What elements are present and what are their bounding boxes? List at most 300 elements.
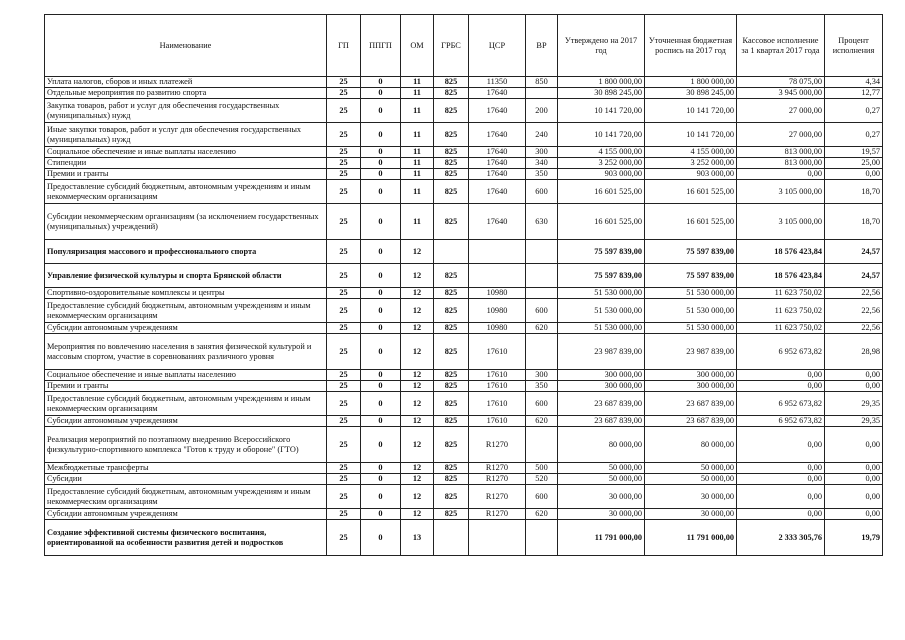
cell-refined: 51 530 000,00 bbox=[645, 323, 737, 334]
cell-csr: 10980 bbox=[469, 323, 526, 334]
header-grbs: ГРБС bbox=[434, 15, 469, 77]
table-row bbox=[45, 147, 883, 158]
header-percent: Процент исполнения bbox=[825, 15, 883, 77]
table-header-row bbox=[45, 15, 883, 77]
cell-grbs bbox=[434, 520, 469, 556]
cell-approved: 16 601 525,00 bbox=[558, 204, 645, 240]
cell-om: 11 bbox=[401, 169, 434, 180]
cell-cash: 0,00 bbox=[737, 370, 825, 381]
cell-approved: 30 000,00 bbox=[558, 509, 645, 520]
cell-approved: 80 000,00 bbox=[558, 427, 645, 463]
cell-approved: 11 791 000,00 bbox=[558, 520, 645, 556]
cell-approved: 23 687 839,00 bbox=[558, 416, 645, 427]
cell-grbs bbox=[434, 240, 469, 264]
cell-vr: 300 bbox=[526, 147, 558, 158]
cell-gp: 25 bbox=[327, 392, 361, 416]
cell-refined: 10 141 720,00 bbox=[645, 123, 737, 147]
cell-gp: 25 bbox=[327, 147, 361, 158]
cell-refined: 3 252 000,00 bbox=[645, 158, 737, 169]
cell-gp: 25 bbox=[327, 204, 361, 240]
cell-om: 11 bbox=[401, 180, 434, 204]
cell-ppgp: 0 bbox=[361, 299, 401, 323]
cell-om: 12 bbox=[401, 509, 434, 520]
header-om: ОМ bbox=[401, 15, 434, 77]
cell-cash: 11 623 750,02 bbox=[737, 323, 825, 334]
cell-ppgp: 0 bbox=[361, 520, 401, 556]
cell-csr: R1270 bbox=[469, 463, 526, 474]
cell-csr: 17610 bbox=[469, 416, 526, 427]
cell-cash: 27 000,00 bbox=[737, 99, 825, 123]
cell-om: 12 bbox=[401, 299, 434, 323]
cell-csr: 17610 bbox=[469, 392, 526, 416]
cell-ppgp: 0 bbox=[361, 392, 401, 416]
cell-om: 11 bbox=[401, 204, 434, 240]
cell-percent: 22,56 bbox=[825, 323, 883, 334]
cell-csr: 17640 bbox=[469, 180, 526, 204]
cell-cash: 0,00 bbox=[737, 427, 825, 463]
cell-percent: 28,98 bbox=[825, 334, 883, 370]
cell-ppgp: 0 bbox=[361, 370, 401, 381]
cell-om: 11 bbox=[401, 77, 434, 88]
cell-approved: 10 141 720,00 bbox=[558, 99, 645, 123]
cell-vr bbox=[526, 288, 558, 299]
cell-csr bbox=[469, 240, 526, 264]
cell-gp: 25 bbox=[327, 180, 361, 204]
cell-grbs: 825 bbox=[434, 509, 469, 520]
budget-report-sheet bbox=[44, 14, 883, 556]
cell-percent: 0,00 bbox=[825, 485, 883, 509]
cell-vr: 600 bbox=[526, 299, 558, 323]
cell-percent: 24,57 bbox=[825, 264, 883, 288]
cell-gp: 25 bbox=[327, 288, 361, 299]
cell-grbs: 825 bbox=[434, 123, 469, 147]
cell-approved: 16 601 525,00 bbox=[558, 180, 645, 204]
table-row bbox=[45, 392, 883, 416]
cell-om: 12 bbox=[401, 370, 434, 381]
cell-gp: 25 bbox=[327, 520, 361, 556]
cell-csr: 17640 bbox=[469, 123, 526, 147]
cell-cash: 11 623 750,02 bbox=[737, 288, 825, 299]
cell-name: Премии и гранты bbox=[45, 169, 327, 180]
cell-cash: 0,00 bbox=[737, 169, 825, 180]
cell-name: Социальное обеспечение и иные выплаты населению bbox=[45, 147, 327, 158]
cell-csr: 17640 bbox=[469, 99, 526, 123]
cell-ppgp: 0 bbox=[361, 474, 401, 485]
table-row bbox=[45, 427, 883, 463]
header-cash: Кассовое исполнение за 1 квартал 2017 года bbox=[737, 15, 825, 77]
table-row bbox=[45, 299, 883, 323]
cell-grbs: 825 bbox=[434, 299, 469, 323]
cell-grbs: 825 bbox=[434, 474, 469, 485]
cell-gp: 25 bbox=[327, 123, 361, 147]
header-refined: Уточненная бюджетная роспись на 2017 год bbox=[645, 15, 737, 77]
cell-approved: 300 000,00 bbox=[558, 381, 645, 392]
table-row bbox=[45, 123, 883, 147]
cell-cash: 27 000,00 bbox=[737, 123, 825, 147]
header-vr: ВР bbox=[526, 15, 558, 77]
cell-vr: 620 bbox=[526, 323, 558, 334]
cell-approved: 75 597 839,00 bbox=[558, 264, 645, 288]
cell-approved: 4 155 000,00 bbox=[558, 147, 645, 158]
cell-refined: 75 597 839,00 bbox=[645, 264, 737, 288]
cell-percent: 0,00 bbox=[825, 427, 883, 463]
cell-vr bbox=[526, 240, 558, 264]
cell-grbs: 825 bbox=[434, 88, 469, 99]
cell-vr: 600 bbox=[526, 485, 558, 509]
cell-gp: 25 bbox=[327, 509, 361, 520]
cell-grbs: 825 bbox=[434, 334, 469, 370]
cell-percent: 24,57 bbox=[825, 240, 883, 264]
cell-gp: 25 bbox=[327, 158, 361, 169]
cell-csr: 17640 bbox=[469, 147, 526, 158]
cell-name: Отдельные мероприятия по развитию спорта bbox=[45, 88, 327, 99]
table-row bbox=[45, 204, 883, 240]
cell-approved: 23 687 839,00 bbox=[558, 392, 645, 416]
table-row bbox=[45, 416, 883, 427]
cell-percent: 0,00 bbox=[825, 370, 883, 381]
cell-gp: 25 bbox=[327, 169, 361, 180]
cell-gp: 25 bbox=[327, 474, 361, 485]
cell-om: 11 bbox=[401, 147, 434, 158]
table-row bbox=[45, 370, 883, 381]
cell-approved: 903 000,00 bbox=[558, 169, 645, 180]
cell-percent: 4,34 bbox=[825, 77, 883, 88]
cell-name: Стипендии bbox=[45, 158, 327, 169]
cell-csr: 17610 bbox=[469, 381, 526, 392]
cell-csr: 17610 bbox=[469, 370, 526, 381]
table-row bbox=[45, 264, 883, 288]
cell-cash: 6 952 673,82 bbox=[737, 392, 825, 416]
cell-om: 12 bbox=[401, 416, 434, 427]
cell-vr: 600 bbox=[526, 392, 558, 416]
cell-csr: 10980 bbox=[469, 299, 526, 323]
cell-name: Премии и гранты bbox=[45, 381, 327, 392]
cell-ppgp: 0 bbox=[361, 264, 401, 288]
cell-ppgp: 0 bbox=[361, 88, 401, 99]
cell-cash: 78 075,00 bbox=[737, 77, 825, 88]
cell-refined: 300 000,00 bbox=[645, 381, 737, 392]
table-row bbox=[45, 169, 883, 180]
cell-om: 12 bbox=[401, 381, 434, 392]
cell-grbs: 825 bbox=[434, 392, 469, 416]
table-row bbox=[45, 334, 883, 370]
cell-ppgp: 0 bbox=[361, 485, 401, 509]
table-row bbox=[45, 158, 883, 169]
cell-name: Управление физической культуры и спорта Брянской области bbox=[45, 264, 327, 288]
cell-cash: 18 576 423,84 bbox=[737, 240, 825, 264]
cell-ppgp: 0 bbox=[361, 99, 401, 123]
cell-approved: 3 252 000,00 bbox=[558, 158, 645, 169]
cell-percent: 12,77 bbox=[825, 88, 883, 99]
cell-csr: 11350 bbox=[469, 77, 526, 88]
cell-cash: 2 333 305,76 bbox=[737, 520, 825, 556]
cell-name: Предоставление субсидий бюджетным, автономным учреждениям и иным некоммерческим организациям bbox=[45, 485, 327, 509]
cell-refined: 23 687 839,00 bbox=[645, 416, 737, 427]
table-row bbox=[45, 520, 883, 556]
cell-om: 11 bbox=[401, 123, 434, 147]
cell-om: 12 bbox=[401, 323, 434, 334]
cell-percent: 25,00 bbox=[825, 158, 883, 169]
cell-vr bbox=[526, 520, 558, 556]
cell-om: 11 bbox=[401, 88, 434, 99]
cell-vr bbox=[526, 427, 558, 463]
cell-vr: 300 bbox=[526, 370, 558, 381]
cell-grbs: 825 bbox=[434, 147, 469, 158]
cell-grbs: 825 bbox=[434, 77, 469, 88]
cell-om: 12 bbox=[401, 240, 434, 264]
cell-om: 11 bbox=[401, 99, 434, 123]
cell-csr: R1270 bbox=[469, 485, 526, 509]
cell-name: Спортивно-оздоровительные комплексы и центры bbox=[45, 288, 327, 299]
cell-approved: 51 530 000,00 bbox=[558, 299, 645, 323]
cell-refined: 50 000,00 bbox=[645, 474, 737, 485]
cell-csr bbox=[469, 264, 526, 288]
cell-gp: 25 bbox=[327, 99, 361, 123]
cell-approved: 75 597 839,00 bbox=[558, 240, 645, 264]
header-name: Наименование bbox=[45, 15, 327, 77]
header-approved: Утверждено на 2017 год bbox=[558, 15, 645, 77]
cell-grbs: 825 bbox=[434, 158, 469, 169]
cell-name: Предоставление субсидий бюджетным, автономным учреждениям и иным некоммерческим организациям bbox=[45, 392, 327, 416]
table-row bbox=[45, 88, 883, 99]
cell-name: Субсидии автономным учреждениям bbox=[45, 323, 327, 334]
table-row bbox=[45, 180, 883, 204]
cell-refined: 30 000,00 bbox=[645, 485, 737, 509]
cell-csr: 17640 bbox=[469, 88, 526, 99]
cell-cash: 0,00 bbox=[737, 463, 825, 474]
cell-refined: 11 791 000,00 bbox=[645, 520, 737, 556]
cell-refined: 51 530 000,00 bbox=[645, 299, 737, 323]
table-row bbox=[45, 99, 883, 123]
cell-ppgp: 0 bbox=[361, 323, 401, 334]
cell-refined: 903 000,00 bbox=[645, 169, 737, 180]
cell-refined: 16 601 525,00 bbox=[645, 204, 737, 240]
cell-refined: 10 141 720,00 bbox=[645, 99, 737, 123]
cell-vr: 340 bbox=[526, 158, 558, 169]
cell-refined: 51 530 000,00 bbox=[645, 288, 737, 299]
table-row bbox=[45, 288, 883, 299]
cell-cash: 3 105 000,00 bbox=[737, 204, 825, 240]
cell-ppgp: 0 bbox=[361, 463, 401, 474]
cell-om: 12 bbox=[401, 485, 434, 509]
cell-csr: 17610 bbox=[469, 334, 526, 370]
cell-om: 12 bbox=[401, 392, 434, 416]
cell-ppgp: 0 bbox=[361, 416, 401, 427]
cell-percent: 0,00 bbox=[825, 509, 883, 520]
table-row bbox=[45, 323, 883, 334]
table-row bbox=[45, 240, 883, 264]
cell-approved: 51 530 000,00 bbox=[558, 288, 645, 299]
table-row bbox=[45, 474, 883, 485]
cell-ppgp: 0 bbox=[361, 427, 401, 463]
cell-csr: 17640 bbox=[469, 204, 526, 240]
cell-gp: 25 bbox=[327, 381, 361, 392]
cell-name: Создание эффективной системы физического воспитания, ориентированной на особенности развития детей и подростков bbox=[45, 520, 327, 556]
cell-grbs: 825 bbox=[434, 381, 469, 392]
cell-percent: 0,00 bbox=[825, 169, 883, 180]
cell-om: 12 bbox=[401, 474, 434, 485]
cell-percent: 0,00 bbox=[825, 381, 883, 392]
cell-name: Субсидии некоммерческим организациям (за исключением государственных (муниципальных) учреждений) bbox=[45, 204, 327, 240]
cell-gp: 25 bbox=[327, 485, 361, 509]
cell-vr: 520 bbox=[526, 474, 558, 485]
cell-gp: 25 bbox=[327, 416, 361, 427]
cell-cash: 0,00 bbox=[737, 485, 825, 509]
cell-vr: 350 bbox=[526, 381, 558, 392]
cell-cash: 0,00 bbox=[737, 474, 825, 485]
cell-grbs: 825 bbox=[434, 169, 469, 180]
cell-csr: 17640 bbox=[469, 169, 526, 180]
cell-cash: 0,00 bbox=[737, 381, 825, 392]
cell-vr: 620 bbox=[526, 509, 558, 520]
cell-grbs: 825 bbox=[434, 99, 469, 123]
cell-name: Иные закупки товаров, работ и услуг для обеспечения государственных (муниципальных) нужд bbox=[45, 123, 327, 147]
cell-approved: 300 000,00 bbox=[558, 370, 645, 381]
cell-percent: 18,70 bbox=[825, 204, 883, 240]
cell-csr: R1270 bbox=[469, 427, 526, 463]
cell-cash: 813 000,00 bbox=[737, 147, 825, 158]
cell-cash: 813 000,00 bbox=[737, 158, 825, 169]
cell-refined: 23 987 839,00 bbox=[645, 334, 737, 370]
cell-name: Субсидии bbox=[45, 474, 327, 485]
cell-grbs: 825 bbox=[434, 204, 469, 240]
cell-ppgp: 0 bbox=[361, 334, 401, 370]
budget-table bbox=[44, 14, 883, 556]
cell-csr bbox=[469, 520, 526, 556]
cell-vr: 200 bbox=[526, 99, 558, 123]
cell-name: Мероприятия по вовлечению населения в занятия физической культурой и массовым спортом, участие в соревнованиях различного уровня bbox=[45, 334, 327, 370]
cell-refined: 75 597 839,00 bbox=[645, 240, 737, 264]
cell-refined: 16 601 525,00 bbox=[645, 180, 737, 204]
table-row bbox=[45, 381, 883, 392]
cell-cash: 18 576 423,84 bbox=[737, 264, 825, 288]
cell-ppgp: 0 bbox=[361, 147, 401, 158]
cell-ppgp: 0 bbox=[361, 169, 401, 180]
cell-percent: 0,27 bbox=[825, 123, 883, 147]
table-row bbox=[45, 463, 883, 474]
table-row bbox=[45, 509, 883, 520]
cell-approved: 30 898 245,00 bbox=[558, 88, 645, 99]
cell-csr: 17640 bbox=[469, 158, 526, 169]
cell-csr: R1270 bbox=[469, 474, 526, 485]
cell-refined: 30 898 245,00 bbox=[645, 88, 737, 99]
cell-grbs: 825 bbox=[434, 370, 469, 381]
cell-ppgp: 0 bbox=[361, 77, 401, 88]
cell-grbs: 825 bbox=[434, 288, 469, 299]
cell-ppgp: 0 bbox=[361, 180, 401, 204]
table-row bbox=[45, 485, 883, 509]
cell-om: 12 bbox=[401, 264, 434, 288]
cell-cash: 6 952 673,82 bbox=[737, 416, 825, 427]
cell-percent: 29,35 bbox=[825, 416, 883, 427]
cell-name: Уплата налогов, сборов и иных платежей bbox=[45, 77, 327, 88]
cell-approved: 30 000,00 bbox=[558, 485, 645, 509]
cell-ppgp: 0 bbox=[361, 288, 401, 299]
cell-csr: 10980 bbox=[469, 288, 526, 299]
cell-vr bbox=[526, 88, 558, 99]
cell-name: Предоставление субсидий бюджетным, автономным учреждениям и иным некоммерческим организациям bbox=[45, 180, 327, 204]
cell-gp: 25 bbox=[327, 240, 361, 264]
cell-cash: 3 945 000,00 bbox=[737, 88, 825, 99]
cell-ppgp: 0 bbox=[361, 509, 401, 520]
cell-om: 12 bbox=[401, 288, 434, 299]
cell-percent: 0,27 bbox=[825, 99, 883, 123]
header-ppgp: ППГП bbox=[361, 15, 401, 77]
cell-om: 12 bbox=[401, 334, 434, 370]
cell-refined: 80 000,00 bbox=[645, 427, 737, 463]
cell-vr bbox=[526, 264, 558, 288]
cell-grbs: 825 bbox=[434, 264, 469, 288]
cell-name: Социальное обеспечение и иные выплаты населению bbox=[45, 370, 327, 381]
cell-gp: 25 bbox=[327, 264, 361, 288]
cell-grbs: 825 bbox=[434, 323, 469, 334]
cell-name: Реализация мероприятий по поэтапному внедрению Всероссийского физкультурно-спортивного комплекса "Готов к труду и обороне" (ГТО) bbox=[45, 427, 327, 463]
cell-vr: 350 bbox=[526, 169, 558, 180]
cell-om: 12 bbox=[401, 427, 434, 463]
cell-grbs: 825 bbox=[434, 485, 469, 509]
cell-name: Субсидии автономным учреждениям bbox=[45, 509, 327, 520]
cell-vr: 500 bbox=[526, 463, 558, 474]
header-csr: ЦСР bbox=[469, 15, 526, 77]
cell-refined: 30 000,00 bbox=[645, 509, 737, 520]
cell-name: Субсидии автономным учреждениям bbox=[45, 416, 327, 427]
cell-vr: 850 bbox=[526, 77, 558, 88]
cell-gp: 25 bbox=[327, 88, 361, 99]
cell-approved: 23 987 839,00 bbox=[558, 334, 645, 370]
cell-percent: 0,00 bbox=[825, 463, 883, 474]
cell-name: Межбюджетные трансферты bbox=[45, 463, 327, 474]
cell-grbs: 825 bbox=[434, 463, 469, 474]
cell-vr: 240 bbox=[526, 123, 558, 147]
cell-cash: 0,00 bbox=[737, 509, 825, 520]
cell-vr: 620 bbox=[526, 416, 558, 427]
cell-percent: 22,56 bbox=[825, 299, 883, 323]
cell-vr: 600 bbox=[526, 180, 558, 204]
cell-csr: R1270 bbox=[469, 509, 526, 520]
cell-gp: 25 bbox=[327, 370, 361, 381]
cell-refined: 50 000,00 bbox=[645, 463, 737, 474]
cell-om: 13 bbox=[401, 520, 434, 556]
cell-percent: 0,00 bbox=[825, 474, 883, 485]
cell-name: Популяризация массового и профессионального спорта bbox=[45, 240, 327, 264]
table-row bbox=[45, 77, 883, 88]
cell-ppgp: 0 bbox=[361, 240, 401, 264]
cell-cash: 3 105 000,00 bbox=[737, 180, 825, 204]
cell-om: 12 bbox=[401, 463, 434, 474]
cell-ppgp: 0 bbox=[361, 381, 401, 392]
cell-ppgp: 0 bbox=[361, 123, 401, 147]
cell-ppgp: 0 bbox=[361, 204, 401, 240]
cell-gp: 25 bbox=[327, 334, 361, 370]
cell-percent: 22,56 bbox=[825, 288, 883, 299]
cell-cash: 11 623 750,02 bbox=[737, 299, 825, 323]
cell-refined: 4 155 000,00 bbox=[645, 147, 737, 158]
cell-percent: 29,35 bbox=[825, 392, 883, 416]
cell-approved: 10 141 720,00 bbox=[558, 123, 645, 147]
cell-name: Закупка товаров, работ и услуг для обеспечения государственных (муниципальных) нужд bbox=[45, 99, 327, 123]
header-gp: ГП bbox=[327, 15, 361, 77]
cell-approved: 50 000,00 bbox=[558, 474, 645, 485]
cell-om: 11 bbox=[401, 158, 434, 169]
cell-gp: 25 bbox=[327, 427, 361, 463]
cell-refined: 1 800 000,00 bbox=[645, 77, 737, 88]
cell-grbs: 825 bbox=[434, 427, 469, 463]
cell-name: Предоставление субсидий бюджетным, автономным учреждениям и иным некоммерческим организациям bbox=[45, 299, 327, 323]
cell-gp: 25 bbox=[327, 299, 361, 323]
table-body bbox=[45, 77, 883, 556]
cell-approved: 50 000,00 bbox=[558, 463, 645, 474]
cell-percent: 19,57 bbox=[825, 147, 883, 158]
